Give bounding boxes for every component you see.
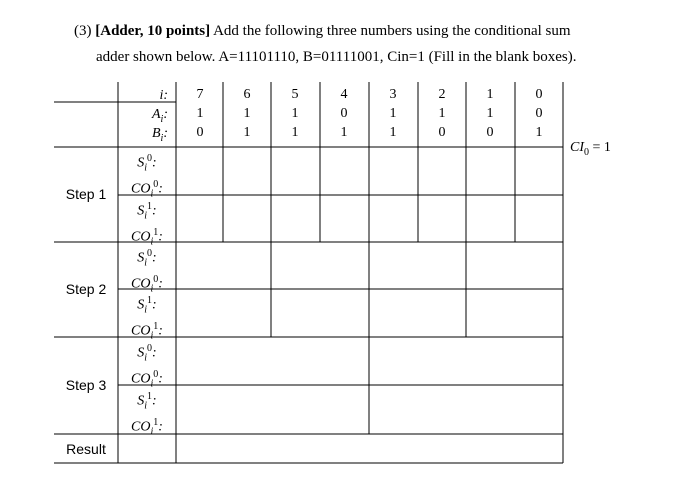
- a-row-label: $A_i$:: [151, 107, 168, 125]
- step2-s0-label: $S_i^0$: $CO_i^0$:: [131, 248, 163, 295]
- problem-line-1: [74, 18, 674, 44]
- a-bits-cell: 1: [196, 106, 204, 121]
- b-bits-cell: 0: [438, 125, 446, 140]
- b-bits-cell: 1: [389, 125, 397, 140]
- carry-in-label: $CI_0 = 1$: [570, 140, 611, 158]
- indices-cell: 6: [243, 87, 251, 102]
- a-bits-cell: 1: [389, 106, 397, 121]
- a-bits-cell: 0: [340, 106, 348, 121]
- indices-cell: 3: [389, 87, 397, 102]
- step3-s1-label: $S_i^1$: $CO_i^1$:: [131, 391, 163, 438]
- step2-s1-label: $S_i^1$: $CO_i^1$:: [131, 295, 163, 342]
- b-row-label: $B_i$:: [151, 126, 168, 144]
- step3-label: Step 3: [65, 377, 107, 393]
- indices-cell: 4: [340, 87, 348, 102]
- indices-cell: 5: [291, 87, 299, 102]
- step2-label: Step 2: [65, 281, 107, 297]
- a-bits-cell: 1: [438, 106, 446, 121]
- b-bits-cell: 0: [486, 125, 494, 140]
- indices-cell: 2: [438, 87, 446, 102]
- problem-line-2: adder shown below. A=11101110, B=01111001, Cin=1 (Fill in the blank boxes).: [96, 49, 577, 65]
- b-bits-cell: 1: [243, 125, 251, 140]
- problem-statement: [74, 18, 674, 70]
- step1-s1-label: $S_i^1$: $CO_i^1$:: [131, 201, 163, 248]
- a-bits-cell: 1: [486, 106, 494, 121]
- step1-label: Step 1: [65, 186, 107, 202]
- b-bits-cell: 0: [196, 125, 204, 140]
- indices-cell: 7: [196, 87, 204, 102]
- problem-text-1: Add the following three numbers using the conditional sum: [213, 23, 571, 39]
- result-label: Result: [66, 441, 106, 457]
- a-bits-cell: 1: [243, 106, 251, 121]
- b-bits-cell: 1: [291, 125, 299, 140]
- indices-cell: 1: [486, 87, 494, 102]
- b-bits-cell: 1: [340, 125, 348, 140]
- a-bits-cell: 1: [291, 106, 299, 121]
- index-row-label: i:: [159, 88, 168, 103]
- step3-s0-label: $S_i^0$: $CO_i^0$:: [131, 343, 163, 390]
- problem-number: (3): [74, 23, 92, 39]
- step1-s0-label: $S_i^0$: $CO_i^0$:: [131, 153, 163, 200]
- indices-cell: 0: [535, 87, 543, 102]
- problem-title: [Adder, 10 points]: [95, 23, 211, 39]
- a-bits-cell: 0: [535, 106, 543, 121]
- b-bits-cell: 1: [535, 125, 543, 140]
